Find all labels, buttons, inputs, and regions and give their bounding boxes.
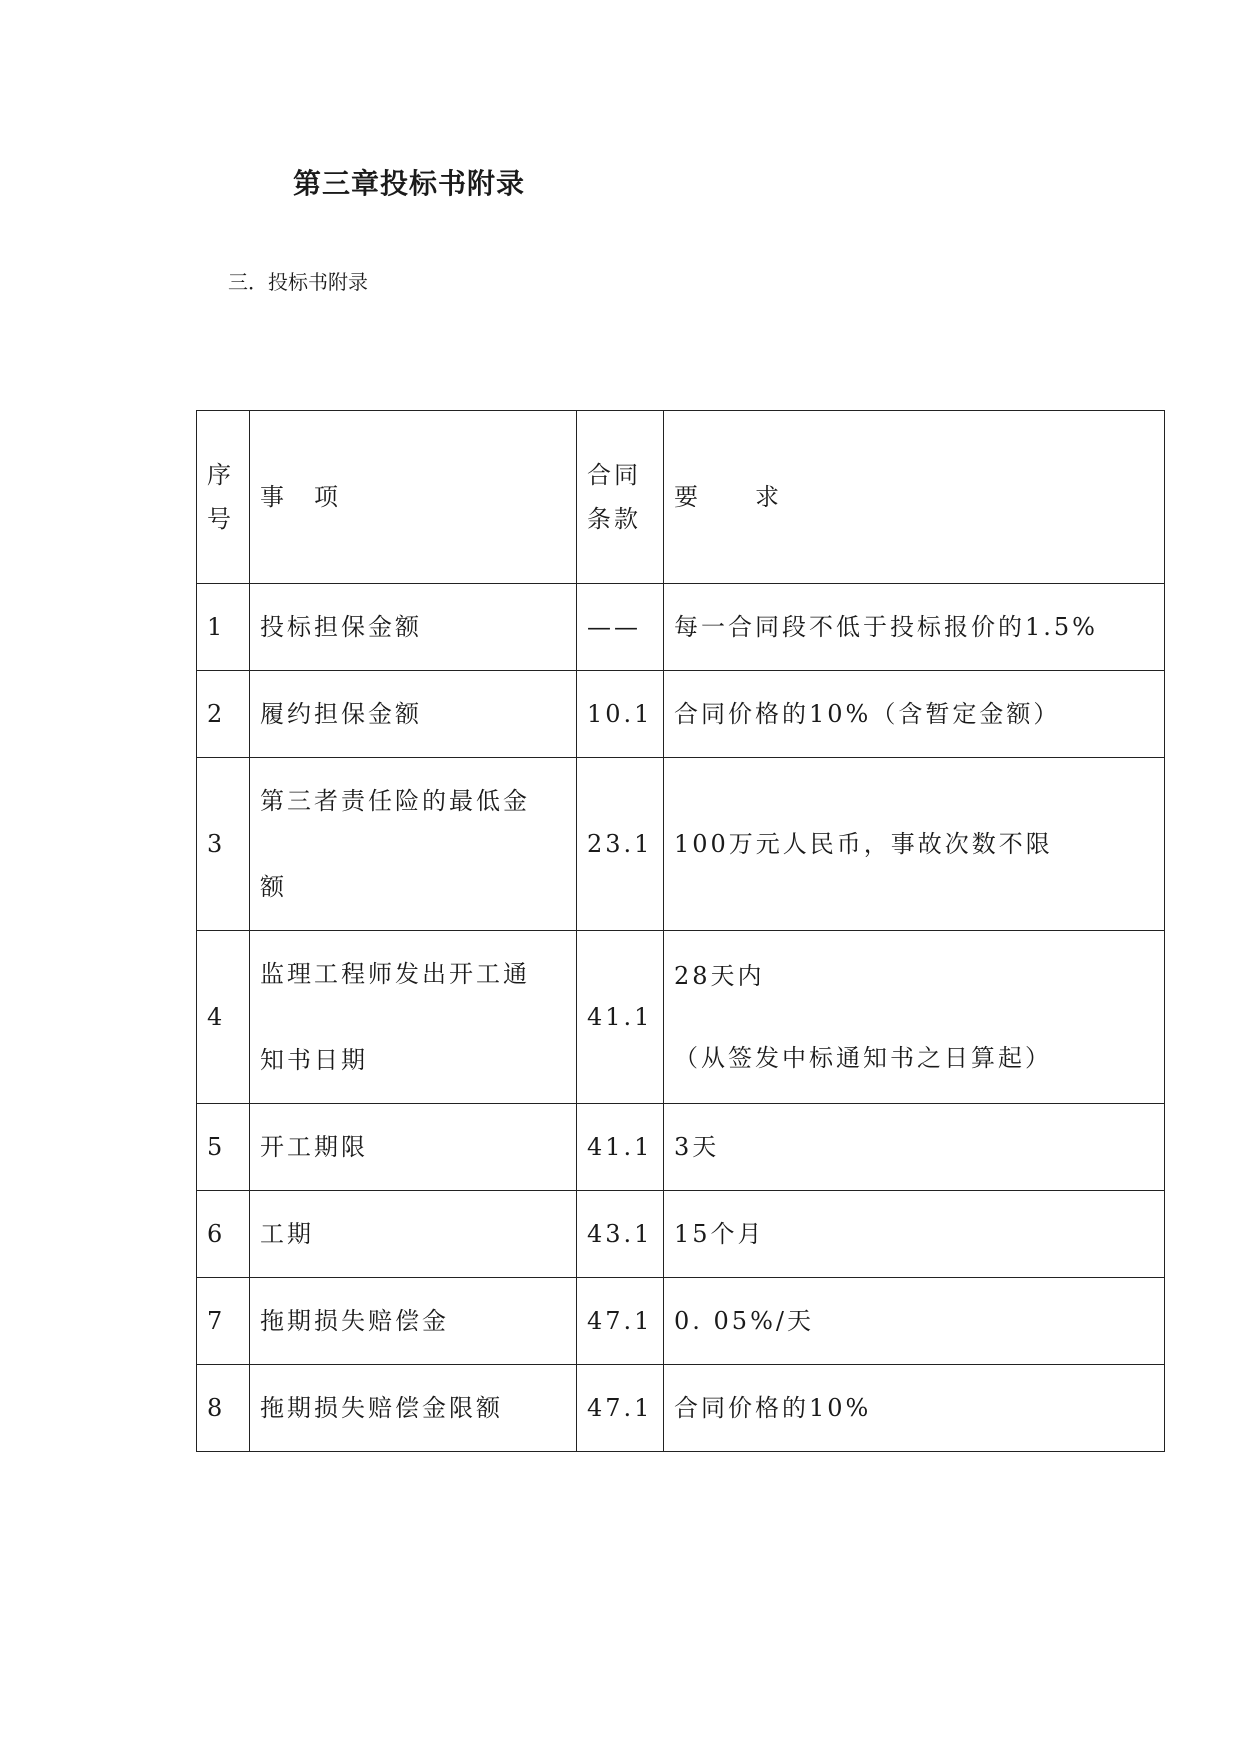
table-row — [197, 1104, 1165, 1191]
table-row — [197, 931, 1165, 1104]
cell-requirement-line: 28天内 — [674, 962, 765, 990]
cell-item — [250, 1278, 577, 1365]
cell-no: 1 — [197, 584, 250, 671]
cell-item — [250, 931, 577, 1104]
cell-no: 8 — [197, 1365, 250, 1452]
table-header-row — [197, 411, 1165, 584]
cell-requirement — [664, 584, 1165, 671]
cell-item — [250, 1365, 577, 1452]
section-title: 三．投标书附录 — [228, 270, 368, 294]
header-clause: 合同 条款 — [577, 411, 664, 584]
cell-requirement — [664, 671, 1165, 758]
cell-item-line: 额 — [260, 873, 287, 901]
cell-clause: 47.1 — [577, 1278, 664, 1365]
cell-requirement-line: 0. 05%/天 — [674, 1307, 814, 1335]
cell-no: 4 — [197, 931, 250, 1104]
cell-item-line: 拖期损失赔偿金 — [260, 1307, 449, 1335]
cell-clause: 41.1 — [577, 1104, 664, 1191]
cell-requirement — [664, 1278, 1165, 1365]
cell-requirement — [664, 1104, 1165, 1191]
header-no: 序 号 — [197, 411, 250, 584]
cell-item — [250, 584, 577, 671]
cell-item-line: 履约担保金额 — [260, 700, 422, 728]
cell-requirement — [664, 1365, 1165, 1452]
table-row — [197, 1191, 1165, 1278]
table-row — [197, 671, 1165, 758]
cell-no: 3 — [197, 758, 250, 931]
cell-requirement-line: 每一合同段不低于投标报价的1.5% — [674, 613, 1098, 641]
cell-requirement — [664, 1191, 1165, 1278]
cell-no: 7 — [197, 1278, 250, 1365]
appendix-table — [196, 410, 1165, 1452]
cell-item-line: 监理工程师发出开工通 — [260, 960, 530, 988]
cell-item — [250, 1104, 577, 1191]
cell-clause: —— — [577, 584, 664, 671]
cell-clause: 10.1 — [577, 671, 664, 758]
table-row — [197, 758, 1165, 931]
cell-requirement-line: 合同价格的10%（含暂定金额） — [674, 700, 1061, 728]
cell-item-line: 投标担保金额 — [260, 613, 422, 641]
table-row — [197, 1278, 1165, 1365]
cell-item-line: 工期 — [260, 1220, 314, 1248]
cell-no: 2 — [197, 671, 250, 758]
cell-item — [250, 1191, 577, 1278]
cell-clause: 47.1 — [577, 1365, 664, 1452]
cell-requirement — [664, 931, 1165, 1104]
cell-item — [250, 671, 577, 758]
chapter-title: 第三章投标书附录 — [293, 167, 526, 200]
cell-no: 6 — [197, 1191, 250, 1278]
cell-item-line: 拖期损失赔偿金限额 — [260, 1394, 503, 1422]
cell-clause: 23.1 — [577, 758, 664, 931]
cell-requirement-line: （从签发中标通知书之日算起） — [674, 1044, 1052, 1072]
cell-requirement-line: 合同价格的10% — [674, 1394, 872, 1422]
cell-requirement — [664, 758, 1165, 931]
cell-item — [250, 758, 577, 931]
table-row — [197, 1365, 1165, 1452]
cell-clause: 43.1 — [577, 1191, 664, 1278]
header-requirement: 要 求 — [664, 411, 1165, 584]
table-row — [197, 584, 1165, 671]
cell-item-line: 开工期限 — [260, 1133, 368, 1161]
cell-requirement-line: 15个月 — [674, 1220, 765, 1248]
cell-item-line: 第三者责任险的最低金 — [260, 787, 530, 815]
cell-requirement-line: 3天 — [674, 1133, 720, 1161]
cell-clause: 41.1 — [577, 931, 664, 1104]
cell-no: 5 — [197, 1104, 250, 1191]
cell-item-line: 知书日期 — [260, 1046, 368, 1074]
header-item: 事 项 — [250, 411, 577, 584]
cell-requirement-line: 100万元人民币，事故次数不限 — [674, 830, 1053, 858]
